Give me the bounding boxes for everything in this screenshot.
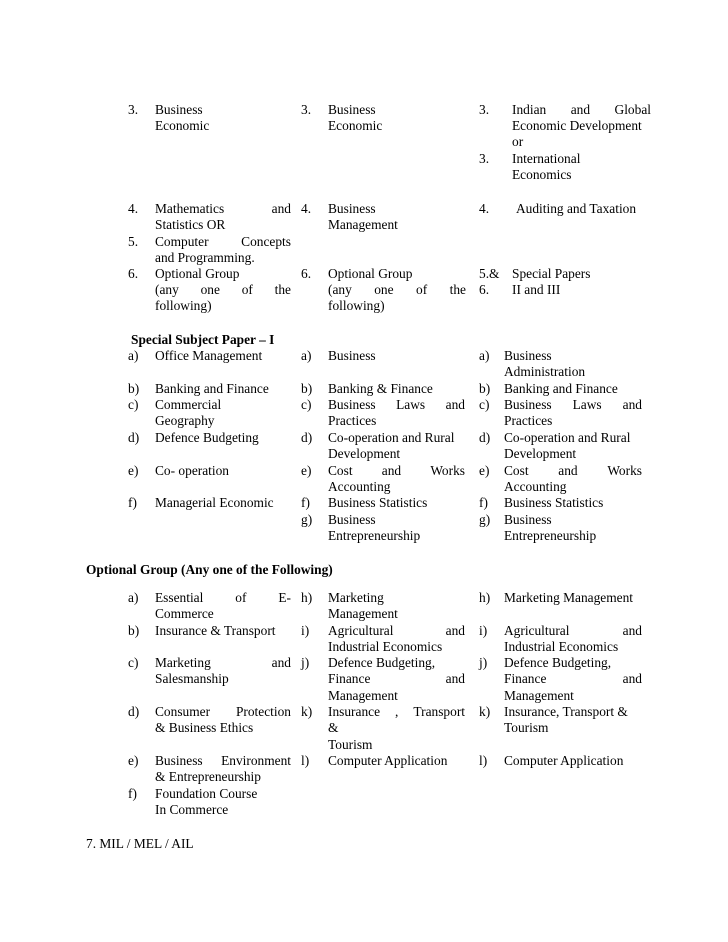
optional-c3-i-2: Industrial Economics [504, 639, 619, 655]
special-c3-c-2: Practices [504, 413, 553, 429]
special-c1-f-1: Managerial Economic [155, 495, 274, 510]
special-c3-d-1: Co-operation and Rural [504, 430, 631, 445]
r4-c1b-l1 [155, 234, 291, 250]
r4-c2a-l1: Business [328, 201, 376, 216]
special-c3-f-1: Business Statistics [504, 495, 604, 510]
optional-c1-c-0: c) [128, 655, 139, 670]
r4-c3a-l1: Auditing and Taxation [516, 201, 637, 216]
r4-c1c-l3: following) [155, 298, 212, 313]
optional-c1-b-1: Insurance & Transport [155, 623, 276, 638]
optional-c1-f-0: f) [128, 786, 137, 801]
optional-c1-a-1 [155, 590, 291, 606]
word: Insurance [328, 704, 381, 719]
r4-c1c-l1: Optional Group [155, 266, 240, 281]
word: and [570, 102, 591, 117]
optional-c1-d-2: & Business Ethics [155, 720, 254, 736]
special-c2-b-0: b) [301, 381, 313, 396]
optional-c2-l-1: Computer Application [328, 753, 448, 768]
optional-c2-j-2 [328, 671, 465, 687]
r3-c3-num2: 3. [479, 151, 490, 166]
word: and [445, 623, 465, 638]
special-c3-e-2: Accounting [504, 479, 567, 495]
r4-c2b-l3: following) [328, 298, 385, 313]
r4-c1c-num: 6. [128, 266, 139, 281]
special-c2-g-1: Business [328, 512, 376, 527]
word: Mathematics [155, 201, 225, 216]
optional-c1-a-2: Commerce [155, 606, 214, 622]
word: Indian [512, 102, 547, 117]
optional-c3-h-1: Marketing Management [504, 590, 634, 605]
optional-c3-k-0: k) [479, 704, 491, 719]
special-c3-g-1: Business [504, 512, 552, 527]
optional-c2-h-1: Marketing [328, 590, 384, 605]
word: Essential [155, 590, 204, 605]
r3-c2-num: 3. [301, 102, 312, 117]
special-c1-c-1: Commercial [155, 397, 222, 412]
optional-c3-j-1: Defence Budgeting, [504, 655, 612, 670]
word: Protection [235, 704, 291, 719]
word: Marketing [155, 655, 211, 670]
word: Transport [413, 704, 465, 719]
optional-c3-k-1: Insurance, Transport & [504, 704, 628, 719]
optional-c2-l-0: l) [301, 753, 310, 768]
optional-c2-i-0: i) [301, 623, 310, 638]
optional-c3-l-1: Computer Application [504, 753, 624, 768]
r3-c1-l1: Business [155, 102, 203, 117]
special-heading: Special Subject Paper – I [131, 332, 275, 347]
optional-c1-e-2: & Entrepreneurship [155, 769, 261, 785]
special-c2-g-2: Entrepreneurship [328, 528, 421, 544]
special-c2-c-2: Practices [328, 413, 377, 429]
special-c3-c-1 [504, 397, 642, 413]
word: Laws [572, 397, 602, 412]
optional-c1-c-1 [155, 655, 291, 671]
word: the [449, 282, 466, 297]
optional-c1-e-0: e) [128, 753, 139, 768]
word: of [241, 282, 253, 297]
optional-c1-a-0: a) [128, 590, 139, 605]
r4-c2a-num: 4. [301, 201, 312, 216]
r4-c1a-num: 4. [128, 201, 139, 216]
special-c2-a-0: a) [301, 348, 312, 363]
optional-c2-k-1 [328, 704, 465, 720]
optional-c2-k-3: Tourism [328, 736, 373, 752]
r4-c1b-l2: and Programming. [155, 250, 255, 265]
optional-c3-l-0: l) [479, 753, 488, 768]
special-c1-a-0: a) [128, 348, 139, 363]
optional-c2-k-0: k) [301, 704, 313, 719]
word: Business [155, 753, 203, 768]
r3-c1-num: 3. [128, 102, 139, 117]
word: the [274, 282, 291, 297]
optional-c2-k-2: & [328, 720, 339, 736]
word: Cost [328, 463, 353, 478]
special-c1-f-0: f) [128, 495, 137, 510]
r4-c3b-l2: II and III [512, 282, 561, 297]
special-c3-e-1 [504, 463, 642, 479]
special-c3-a-1: Business [504, 348, 552, 363]
word: and [622, 623, 642, 638]
r3-c3-l1 [512, 102, 651, 118]
optional-c3-k-2: Tourism [504, 720, 549, 736]
special-c2-d-1: Co-operation and Rural [328, 430, 455, 445]
r3-c3-num1: 3. [479, 102, 490, 117]
r4-c3a-num: 4. [479, 201, 490, 216]
optional-c1-d-0: d) [128, 704, 140, 719]
r4-c3b-l1: Special Papers [512, 266, 591, 281]
optional-heading: Optional Group (Any one of the Following) [86, 562, 333, 577]
special-c2-e-2: Accounting [328, 479, 391, 495]
word: Agricultural [328, 623, 394, 638]
special-c3-e-0: e) [479, 463, 490, 478]
r4-c1b-num: 5. [128, 234, 139, 249]
optional-c1-f-1: Foundation Course [155, 786, 258, 801]
word: and [381, 463, 402, 478]
word: and [445, 397, 465, 412]
word: Laws [396, 397, 426, 412]
special-c3-b-1: Banking and Finance [504, 381, 618, 396]
optional-c3-i-1 [504, 623, 642, 639]
special-c2-c-1 [328, 397, 465, 413]
r4-c1a-l1 [155, 201, 291, 217]
word: and [271, 201, 291, 216]
special-c1-a-1: Office Management [155, 348, 263, 363]
word: and [271, 655, 291, 670]
special-c2-c-0: c) [301, 397, 312, 412]
optional-c1-b-0: b) [128, 623, 140, 638]
word: , [395, 704, 399, 719]
optional-c3-j-3: Management [504, 687, 574, 703]
special-c2-g-0: g) [301, 512, 313, 527]
word: Business [504, 397, 552, 412]
r4-c2b-num: 6. [301, 266, 312, 281]
r3-c3-l4: International [512, 151, 581, 166]
special-c3-d-0: d) [479, 430, 491, 445]
optional-c3-j-2 [504, 671, 642, 687]
r4-c3b-num1: 5.& [479, 266, 500, 281]
optional-c2-h-0: h) [301, 590, 313, 605]
special-c3-b-0: b) [479, 381, 491, 396]
special-c1-e-1: Co- operation [155, 463, 230, 478]
special-c1-d-0: d) [128, 430, 140, 445]
word: Global [614, 102, 651, 117]
optional-c3-i-0: i) [479, 623, 488, 638]
word: Concepts [241, 234, 291, 249]
optional-c2-h-2: Management [328, 606, 398, 622]
special-c2-f-1: Business Statistics [328, 495, 428, 510]
special-c1-c-2: Geography [155, 413, 215, 429]
r3-c2-l2: Economic [328, 118, 383, 133]
word: Environment [221, 753, 291, 768]
special-c1-b-0: b) [128, 381, 140, 396]
word: Agricultural [504, 623, 570, 638]
special-c1-c-0: c) [128, 397, 139, 412]
word: (any [155, 282, 179, 297]
special-c2-a-1: Business [328, 348, 376, 363]
optional-c1-c-2: Salesmanship [155, 671, 229, 687]
word: of [416, 282, 428, 297]
special-c2-d-2: Development [328, 446, 401, 462]
special-c3-g-2: Entrepreneurship [504, 528, 597, 544]
r3-c3-l5: Economics [512, 167, 572, 182]
r4-c2b-l1: Optional Group [328, 266, 413, 281]
special-c2-f-0: f) [301, 495, 310, 510]
optional-c2-j-1: Defence Budgeting, [328, 655, 436, 670]
r3-c3-l3: or [512, 134, 524, 149]
r4-c1c-l2 [155, 282, 291, 298]
r3-c2-l1: Business [328, 102, 376, 117]
special-c3-g-0: g) [479, 512, 491, 527]
word: Cost [504, 463, 529, 478]
word: Works [607, 463, 642, 478]
word: one [200, 282, 220, 297]
word: E- [278, 590, 291, 605]
optional-c2-j-0: j) [301, 655, 310, 670]
r3-c3-l2: Economic Development [512, 118, 642, 133]
word: Computer [155, 234, 209, 249]
special-c3-a-0: a) [479, 348, 490, 363]
r4-c2a-l2: Management [328, 217, 398, 232]
optional-c2-j-3: Management [328, 687, 398, 703]
word: and [622, 671, 642, 687]
word: Finance [328, 671, 371, 687]
word: one [374, 282, 394, 297]
special-c2-e-0: e) [301, 463, 312, 478]
optional-c3-j-0: j) [479, 655, 488, 670]
word: Business [328, 397, 376, 412]
special-c1-e-0: e) [128, 463, 139, 478]
special-c3-f-0: f) [479, 495, 488, 510]
optional-c2-i-2: Industrial Economics [328, 639, 443, 655]
special-c1-d-1: Defence Budgeting [155, 430, 259, 445]
footer: 7. MIL / MEL / AIL [86, 836, 194, 851]
word: and [622, 397, 642, 412]
optional-c3-h-0: h) [479, 590, 491, 605]
optional-c2-i-1 [328, 623, 465, 639]
word: Works [430, 463, 465, 478]
word: Finance [504, 671, 547, 687]
special-c2-e-1 [328, 463, 465, 479]
optional-c1-d-1 [155, 704, 291, 720]
optional-c1-e-1 [155, 753, 291, 769]
r4-c1a-l2: Statistics OR [155, 217, 226, 232]
special-c3-a-2: Administration [504, 364, 586, 380]
word: Consumer [155, 704, 211, 719]
special-c2-d-0: d) [301, 430, 313, 445]
r4-c2b-l2 [328, 282, 466, 298]
word: and [558, 463, 578, 478]
special-c1-b-1: Banking and Finance [155, 381, 269, 396]
r4-c3b-num2: 6. [479, 282, 490, 297]
word: and [445, 671, 465, 687]
optional-c1-f-2: In Commerce [155, 802, 229, 818]
special-c3-c-0: c) [479, 397, 490, 412]
special-c2-b-1: Banking & Finance [328, 381, 433, 396]
word: of [235, 590, 247, 605]
word: (any [328, 282, 352, 297]
special-c3-d-2: Development [504, 446, 577, 462]
r3-c1-l2: Economic [155, 118, 210, 133]
